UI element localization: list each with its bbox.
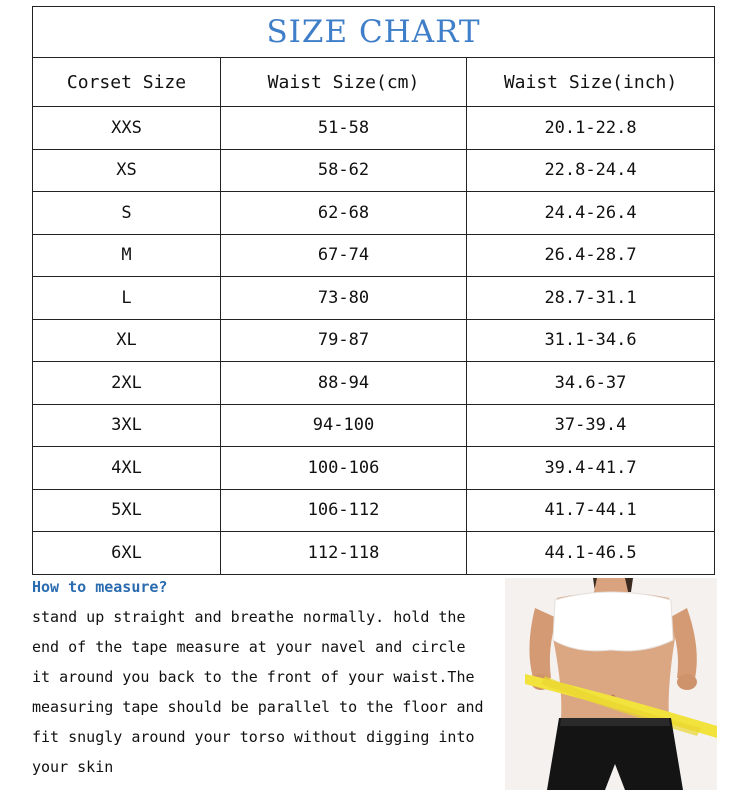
cm-cell: 100-106 — [221, 447, 467, 490]
cm-cell: 62-68 — [221, 192, 467, 235]
size-cell: 3XL — [33, 404, 221, 447]
table-row — [33, 532, 715, 575]
inch-cell: 24.4-26.4 — [467, 192, 715, 235]
inch-cell: 22.8-24.4 — [467, 149, 715, 192]
table-row — [33, 234, 715, 277]
chart-title: SIZE CHART — [33, 7, 715, 58]
cm-cell: 94-100 — [221, 404, 467, 447]
inch-cell: 31.1-34.6 — [467, 319, 715, 362]
inch-cell: 39.4-41.7 — [467, 447, 715, 490]
cm-cell: 58-62 — [221, 149, 467, 192]
measuring-waist-photo — [505, 578, 717, 790]
size-cell: 4XL — [33, 447, 221, 490]
cm-cell: 106-112 — [221, 489, 467, 532]
cm-cell: 67-74 — [221, 234, 467, 277]
table-row — [33, 489, 715, 532]
inch-cell: 20.1-22.8 — [467, 107, 715, 150]
inch-cell: 26.4-28.7 — [467, 234, 715, 277]
table-row — [33, 319, 715, 362]
size-cell: XXS — [33, 107, 221, 150]
table-row — [33, 192, 715, 235]
inch-cell: 44.1-46.5 — [467, 532, 715, 575]
model-illustration — [505, 578, 717, 790]
size-cell: XL — [33, 319, 221, 362]
inch-cell: 28.7-31.1 — [467, 277, 715, 320]
table-row — [33, 107, 715, 150]
header-waist-cm: Waist Size(cm) — [221, 58, 467, 107]
table-row — [33, 447, 715, 490]
cm-cell: 79-87 — [221, 319, 467, 362]
size-cell: 6XL — [33, 532, 221, 575]
how-to-text: stand up straight and breathe normally. hold the end of the tape measure at your navel and circle it around you back to the front of your waist.The measuring tape should be parallel to the floor and fit snugly around your torso without digging into your skin — [32, 608, 484, 776]
inch-cell: 34.6-37 — [467, 362, 715, 405]
size-cell: L — [33, 277, 221, 320]
size-cell: 2XL — [33, 362, 221, 405]
inch-cell: 37-39.4 — [467, 404, 715, 447]
size-chart-table — [32, 6, 715, 575]
how-to-heading: How to measure? — [32, 578, 168, 596]
size-cell: XS — [33, 149, 221, 192]
cm-cell: 51-58 — [221, 107, 467, 150]
size-cell: M — [33, 234, 221, 277]
cm-cell: 88-94 — [221, 362, 467, 405]
how-to-measure-section — [32, 578, 492, 782]
table-row — [33, 362, 715, 405]
size-cell: S — [33, 192, 221, 235]
table-row — [33, 277, 715, 320]
size-cell: 5XL — [33, 489, 221, 532]
inch-cell: 41.7-44.1 — [467, 489, 715, 532]
table-row — [33, 404, 715, 447]
header-waist-inch: Waist Size(inch) — [467, 58, 715, 107]
table-row — [33, 149, 715, 192]
header-corset-size: Corset Size — [33, 58, 221, 107]
cm-cell: 73-80 — [221, 277, 467, 320]
cm-cell: 112-118 — [221, 532, 467, 575]
